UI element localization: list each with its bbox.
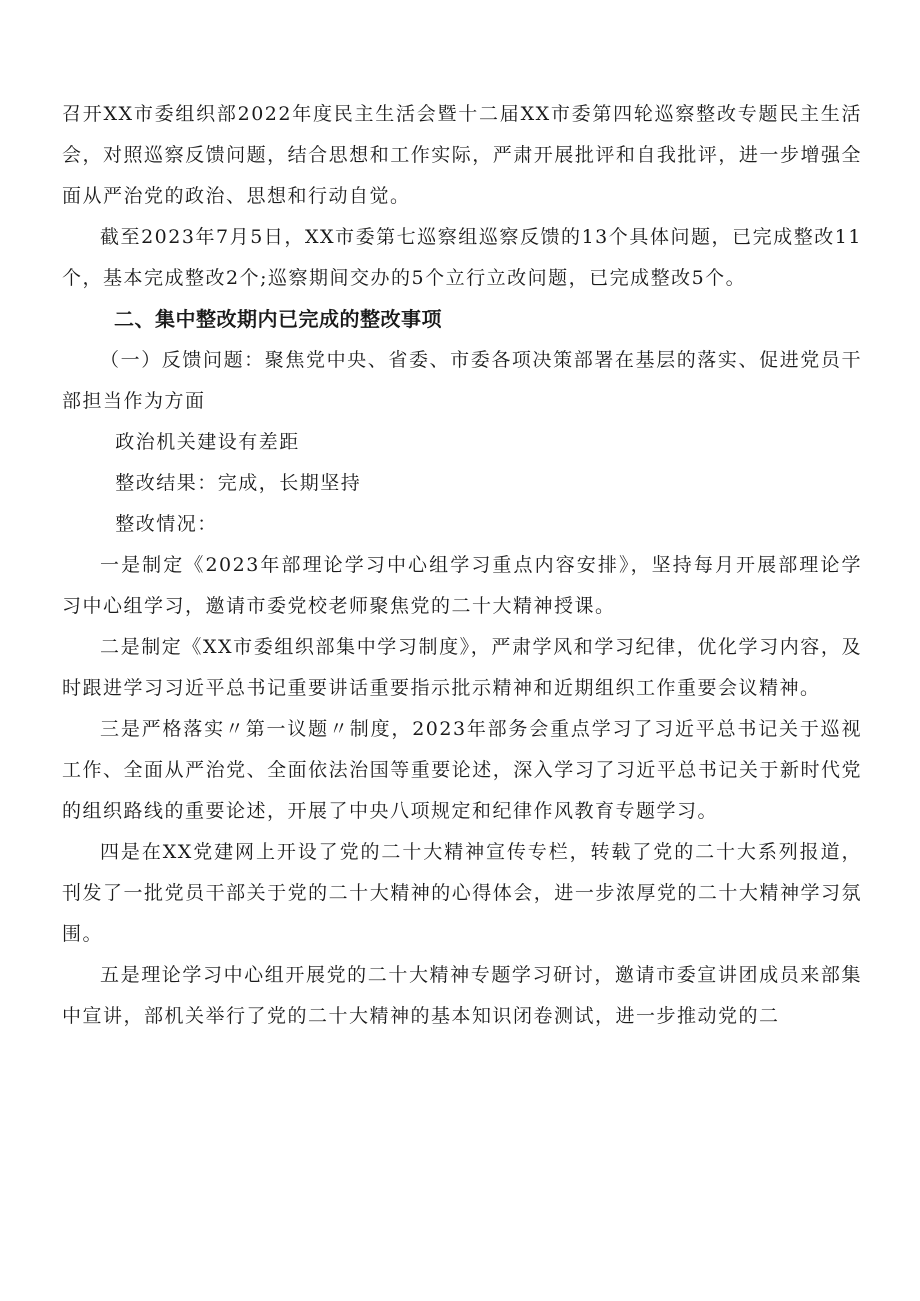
paragraph-item-1: 一是制定《2023年部理论学习中心组学习重点内容安排》，坚持每月开展部理论学习中心组学习，邀请市委党校老师聚焦党的二十大精神授课。 [62,554,862,617]
rectification-result: 整改结果：完成，长期坚持 [115,472,362,494]
paragraph-feedback-issue: （一）反馈问题：聚焦党中央、省委、市委各项决策部署在基层的落实、促进党员干部担当作为方面 [62,349,862,412]
section-heading: 二、集中整改期内已完成的整改事项 [114,307,442,331]
document-page [62,94,862,1037]
paragraph-meeting: 召开XX市委组织部2022年度民主生活会暨十二届XX市委第四轮巡察整改专题民主生活会，对照巡察反馈问题，结合思想和工作实际，严肃开展批评和自我批评，进一步增强全面从严治党的政治、思想和行动自觉。 [62,103,862,207]
issue-title: 政治机关建设有差距 [115,431,300,453]
paragraph-item-4: 四是在XX党建网上开设了党的二十大精神宣传专栏，转载了党的二十大系列报道，刊发了一批党员干部关于党的二十大精神的心得体会，进一步浓厚党的二十大精神学习氛围。 [62,841,862,945]
paragraph-item-5: 五是理论学习中心组开展党的二十大精神专题学习研讨，邀请市委宣讲团成员来部集中宣讲，部机关举行了党的二十大精神的基本知识闭卷测试，进一步推动党的二 [62,964,862,1027]
paragraph-item-2: 二是制定《XX市委组织部集中学习制度》，严肃学风和学习纪律，优化学习内容，及时跟进学习习近平总书记重要讲话重要指示批示精神和近期组织工作重要会议精神。 [62,636,862,699]
rectification-status-label: 整改情况： [115,513,218,535]
paragraph-item-3: 三是严格落实〃第一议题〃制度，2023年部务会重点学习了习近平总书记关于巡视工作、全面从严治党、全面依法治国等重要论述，深入学习了习近平总书记关于新时代党的组织路线的重要论述，开展了中央八项规定和纪律作风教育专题学习。 [62,718,862,822]
paragraph-progress: 截至2023年7月5日，XX市委第七巡察组巡察反馈的13个具体问题，已完成整改11个，基本完成整改2个;巡察期间交办的5个立行立改问题，已完成整改5个。 [62,226,862,289]
